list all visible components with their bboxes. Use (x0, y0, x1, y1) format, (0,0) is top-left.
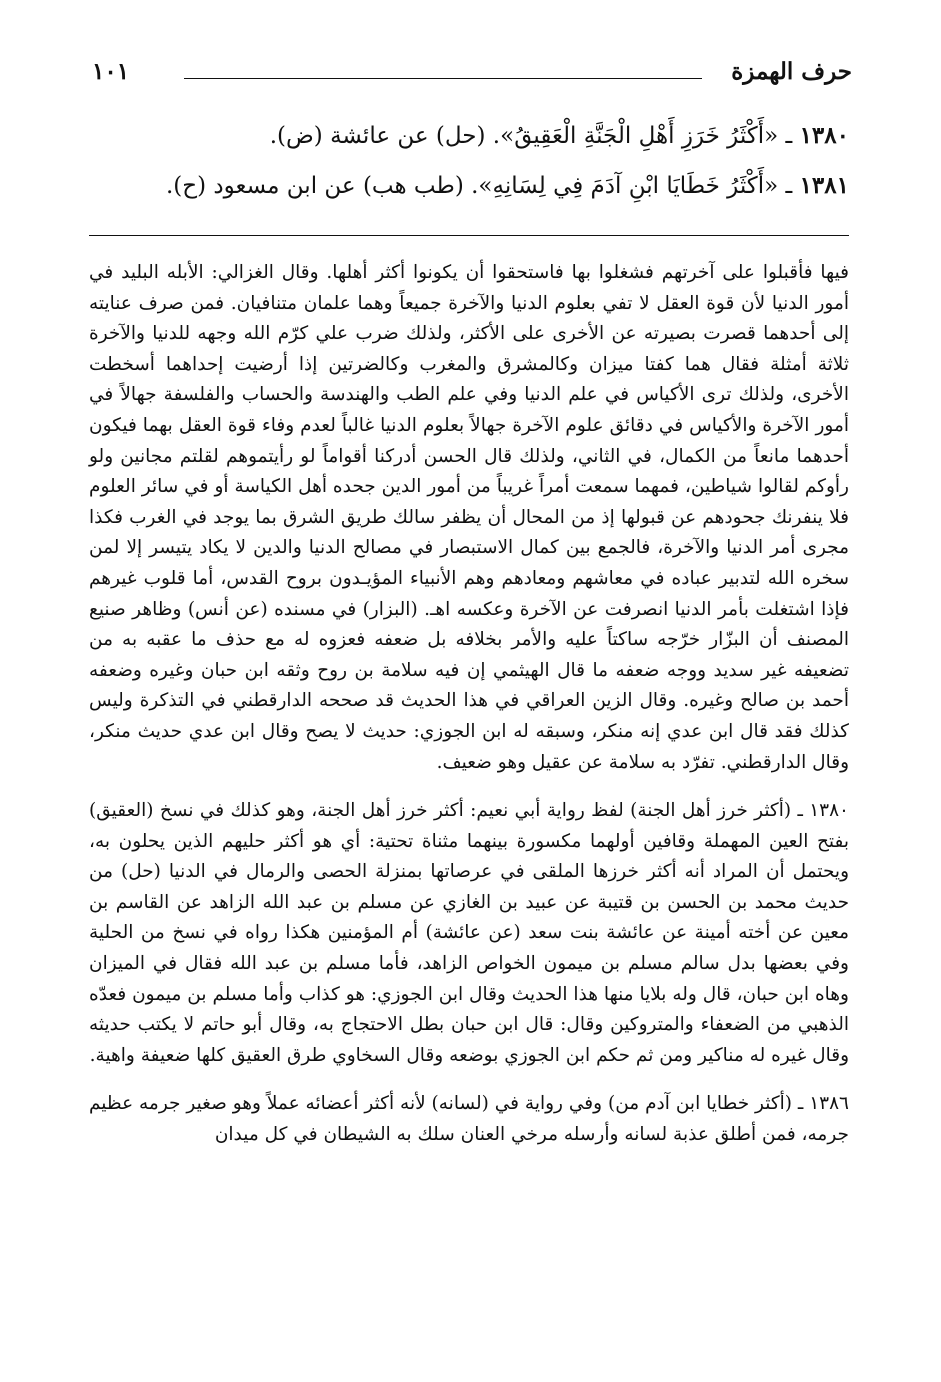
hadith-text: «أَكْثَرُ خَرَزِ أَهْلِ الْجَنَّةِ الْعَقِيقُ». (حل) عن عائشة (ض). (269, 123, 779, 149)
commentary-paragraph: ١٣٨٦ ـ (أكثر خطايا ابن آدم من) وفي رواية في (لسانه) لأنه أكثر أعضائه عملاً وهو صغير جرمه عظيم جرمه، فمن أطلق عذبة لسانه وأرسله مرخي العنان سلك به الشيطان في كل ميدان (89, 1093, 849, 1146)
hadith-text: «أَكْثَرُ خَطَايَا ابْنِ آدَمَ فِي لِسَانِهِ». (طب هب) عن ابن مسعود (ح). (166, 173, 779, 199)
hadith-dash: ـ (778, 173, 793, 199)
commentary-paragraph: ١٣٨٠ ـ (أكثر خرز أهل الجنة) لفظ رواية أبي نعيم: أكثر خرز أهل الجنة، وهو كذلك في نسخ (العقيق) بفتح العين المهملة وقافين أولهما مكسورة بينهما مثناة تحتية: أي هو أكثر حليهم الذين يحلون به، ويحتمل أن المراد أنه أكثر خرزها الملقى في عرصاتها بمنزلة الحصى والرمال في الدنيا (حل) من حديث محمد بن الحسن بن قتيبة عن عبيد بن الغازي عن مسلم بن عبد الله الزاهد عن القاسم بن معين عن أخته أمينة عن عائشة بنت سعد (عن عائشة) أم المؤمنين هكذا رواه في نسخ من الحلية وفي بعضها بدل سالم مسلم بن ميمون الخواص الزاهد، فأما مسلم بن عبد الله فقال في الميزان وهاه ابن حبان، قال وله بلايا منها هذا الحديث وقال ابن الجوزي: هو كذاب وأما مسلم بن ميمون فعدّه الذهبي من الضعفاء والمتروكين وقال: قال ابن حبان بطل الاحتجاج به، وقال أبو حاتم لا يكتب حديثه وقال غيره له مناكير ومن ثم حكم ابن الجوزي بوضعه وقال السخاوي طرق العقيق كلها ضعيفة واهية. (89, 800, 849, 1066)
section-divider (89, 235, 849, 236)
hadith-entry (169, 122, 849, 149)
header-rule (184, 78, 702, 79)
page-header (92, 56, 852, 92)
chapter-title: حرف الهمزة (731, 58, 852, 85)
hadith-number: ١٣٨٠ (799, 122, 849, 149)
hadith-dash: ـ (778, 123, 793, 149)
commentary-paragraph: فيها فأقبلوا على آخرتهم فشغلوا بها فاستحقوا أن يكونوا أكثر أهلها. وقال الغزالي: الأبله البليد في أمور الدنيا لأن قوة العقل لا تفي بعلوم الدنيا والآخرة جميعاً وهما علمان متنافيان. فمن صرف عنايته إلى أحدهما قصرت بصيرته عن الأخرى على الأكثر، ولذلك ضرب علي كرّم الله وجهه للدنيا والآخرة ثلاثة أمثلة فقال هما كفتا ميزان وكالمشرق والمغرب وكالضرتين إذا أرضيت إحداهما أسخطت الأخرى، ولذلك ترى الأكياس في علم الدنيا وفي علم الطب والهندسة والحساب والفلسفة جهالاً في أمور الآخرة والأكياس في دقائق علوم الآخرة جهالاً بعلوم الدنيا غالباً لعدم وفاء قوة العقل بهما فيكون أحدهما مانعاً من الكمال، في الثاني، ولذلك قال الحسن أدركنا أقواماً لو رأيتموهم لقلتم مجانين ولو رأوكم لقالوا شياطين، فمهما سمعت أمراً غريباً من أمور الدين جحده أهل الكياسة أو في سائر العلوم فلا ينفرنك جحودهم عن قبولها إذ من المحال أن يظفر سالك طريق الشرق بما يوجد في الغرب فكذا مجرى أمر الدنيا والآخرة، فالجمع بين كمال الاستبصار في مصالح الدنيا والدين لا يكاد يتيسر إلا لمن سخره الله لتدبير عباده في معاشهم ومعادهم وهم الأنبياء المؤيـدون بروح القدس، أما قلوب غيرهم فإذا اشتغلت بأمر الدنيا انصرفت عن الآخرة وعكسه اهـ. (البزار) في مسنده (عن أنس) وظاهر صنيع المصنف أن البزّار خرّجه ساكتاً عليه والأمر بخلافه بل ضعفه فعزوه له مع حذف ما عقبه به من تضعيفه غير سديد ووجه ضعفه ما قال الهيثمي إن فيه سلامة بن روح وثقه ابن حبان وغيره وضعفه أحمد بن صالح وغيره. وقال الزين العراقي في هذا الحديث قد صححه الدارقطني في التذكرة وليس كذلك فقد قال ابن عدي إنه منكر، وسبقه له ابن الجوزي: حديث لا يصح وقال ابن عدي حديث منكر، وقال الدارقطني. تفرّد به سلامة عن عقيل وهو ضعيف. (89, 262, 849, 773)
commentary-section (89, 258, 849, 1151)
page-number: ١٠١ (92, 58, 130, 85)
hadith-number: ١٣٨١ (799, 172, 849, 199)
hadith-entry (166, 172, 849, 199)
